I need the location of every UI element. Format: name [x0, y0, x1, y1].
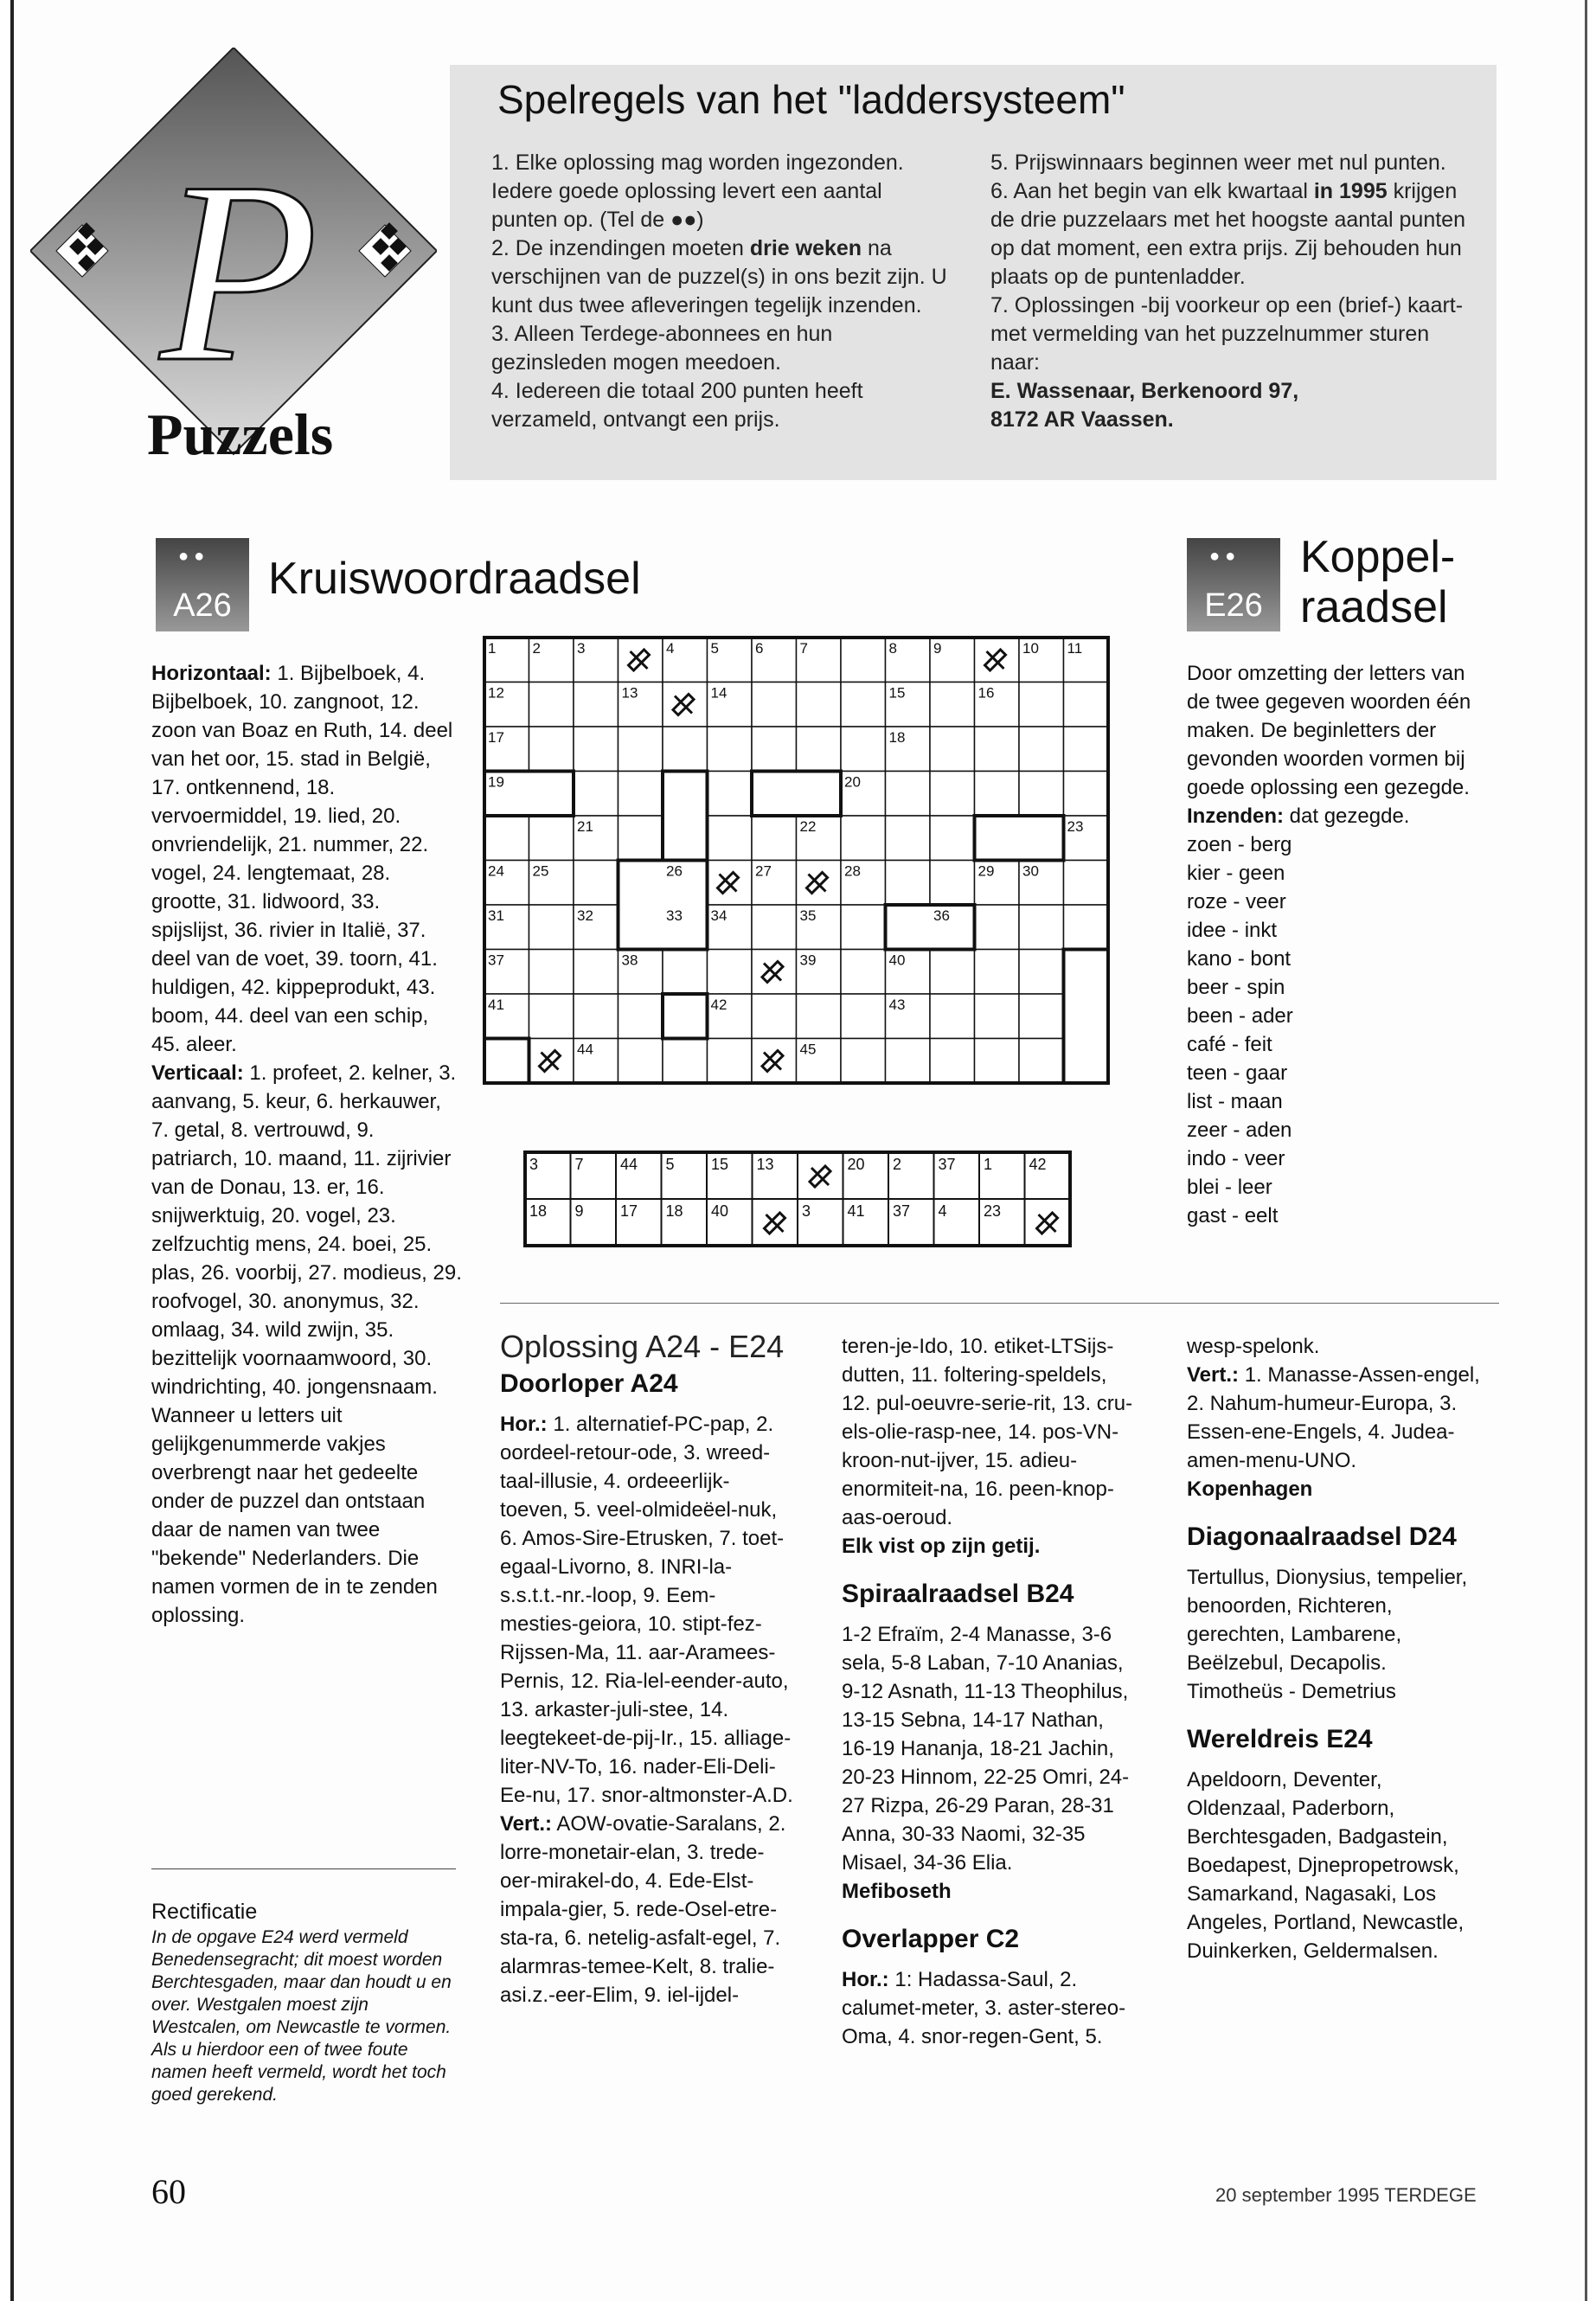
answer-number: 42 — [1029, 1156, 1047, 1173]
grid-cell[interactable] — [619, 816, 663, 861]
oplossing-col2 — [842, 1332, 1136, 2051]
grid-block — [886, 905, 975, 950]
grid-cell[interactable] — [484, 816, 529, 861]
grid-cell[interactable] — [1019, 772, 1064, 817]
grid-cell[interactable] — [1064, 772, 1109, 817]
koppel-title-line2: raadsel — [1300, 582, 1448, 632]
clue-number: 36 — [933, 907, 950, 924]
badge-e26 — [1187, 538, 1280, 631]
clue-number: 29 — [977, 862, 995, 880]
rectificatie-divider — [151, 1868, 456, 1869]
grid-cell[interactable] — [797, 994, 842, 1039]
badge-a26 — [156, 538, 249, 631]
grid-cell[interactable] — [619, 1039, 663, 1084]
clue-number: 11 — [1067, 640, 1083, 657]
grid-cell[interactable] — [930, 1039, 975, 1084]
koppel-body — [1187, 659, 1481, 1230]
clue-number: 10 — [1022, 640, 1039, 657]
grid-block — [619, 861, 708, 950]
answer-number: 9 — [574, 1202, 584, 1220]
grid-cell[interactable] — [975, 727, 1020, 772]
grid-cell[interactable] — [930, 994, 975, 1039]
grid-cell[interactable] — [529, 905, 574, 950]
grid-cell[interactable] — [1019, 727, 1064, 772]
grid-cell[interactable] — [708, 772, 753, 817]
clue-number: 44 — [577, 1041, 593, 1058]
puzzels-logo — [30, 48, 437, 489]
diagonaal-title: Diagonaalraadsel D24 — [1187, 1522, 1457, 1551]
koppel-title-line1: Koppel- — [1300, 532, 1456, 582]
difficulty-dots: ●● — [178, 547, 210, 566]
clue-number: 8 — [888, 640, 897, 657]
grid-cell[interactable] — [1019, 1039, 1064, 1084]
grid-block — [663, 772, 708, 861]
rules-left: 1. Elke oplossing mag worden ingezonden. Iedere goede oplossing levert een aantal punten op. (Tel de ●●) 2. De inzendingen moeten drie weken na verschijnen van de puzzel(s) in ons bezit zijn. U kunt dus twee afleveringen tegelijk inzenden. 3. Alleen Terdege-abonnees en hun gezinsleden mogen meedoen. 4. Iedereen die totaal 200 punten heeft verzameld, ontvangt een prijs. — [491, 151, 947, 432]
clue-number: 35 — [799, 907, 817, 924]
issue-info: 20 september 1995 TERDEGE — [1215, 2184, 1477, 2206]
grid-cell[interactable] — [1064, 861, 1109, 906]
clue-number: 43 — [888, 997, 906, 1013]
answer-number: 5 — [665, 1156, 675, 1173]
grid-cell[interactable] — [1019, 950, 1064, 995]
logo-word: Puzzels — [147, 401, 334, 467]
grid-cell[interactable] — [663, 1039, 708, 1084]
grid-cell[interactable] — [619, 727, 663, 772]
grid-cell[interactable] — [1064, 727, 1109, 772]
clue-number: 18 — [888, 729, 906, 746]
clue-number: 33 — [666, 907, 683, 924]
grid-cell[interactable] — [1064, 683, 1109, 727]
grid-cell[interactable] — [574, 772, 619, 817]
grid-cell[interactable] — [752, 905, 797, 950]
koppel-pair: list - maan — [1187, 1090, 1283, 1113]
koppel-pair: kano - bont — [1187, 947, 1292, 971]
grid-cell[interactable] — [797, 683, 842, 727]
grid-cell[interactable] — [930, 950, 975, 995]
clue-number: 5 — [710, 640, 719, 657]
grid-cell[interactable] — [975, 950, 1020, 995]
grid-cell[interactable] — [841, 638, 886, 683]
koppel-pair: teen - gaar — [1187, 1061, 1288, 1085]
clue-number: 22 — [799, 818, 817, 835]
clue-number: 21 — [577, 818, 593, 835]
oplossing-col1 — [500, 1329, 794, 2009]
koppel-pair: idee - inkt — [1187, 919, 1278, 942]
answer-number: 37 — [893, 1202, 911, 1220]
answer-number: 17 — [620, 1202, 638, 1220]
rules-right: 5. Prijswinnaars beginnen weer met nul punten. 6. Aan het begin van elk kwartaal in 1995 krijgen de drie puzzelaars met het hoogste aantal punten op dat moment, een extra prijs. Zij behouden hun plaats op de puntenladder. 7. Oplossingen -bij voorkeur op een (brief-) kaart- met vermelding van het puzzelnummer sturen naar: E. Wassenaar, Berkenoord 97, 8172 AR Vaassen. — [990, 151, 1465, 432]
koppel-pair: blei - leer — [1187, 1176, 1272, 1199]
answer-number: 23 — [984, 1202, 1002, 1220]
grid-cell[interactable] — [529, 683, 574, 727]
oplossing-title: Oplossing A24 - E24 — [500, 1329, 785, 1364]
clue-number: 30 — [1022, 862, 1039, 880]
clue-number: 37 — [488, 952, 504, 969]
grid-cell[interactable] — [1064, 905, 1109, 950]
grid-cell[interactable] — [797, 727, 842, 772]
grid-cell[interactable] — [975, 772, 1020, 817]
grid-cell[interactable] — [574, 994, 619, 1039]
koppel-intro: Door omzetting der letters van de twee gegeven woorden één maken. De beginletters der gevonden woorden vormen bij goede oplossing een gezegde. Inzenden: dat gezegde. — [1187, 662, 1471, 828]
answer-number: 40 — [711, 1202, 729, 1220]
grid-cell[interactable] — [574, 683, 619, 727]
koppel-pair: zeer - aden — [1187, 1118, 1292, 1142]
grid-block — [663, 994, 708, 1039]
clue-number: 14 — [710, 684, 727, 702]
grid-cell[interactable] — [975, 1039, 1020, 1084]
clue-number: 4 — [666, 640, 675, 657]
grid-cell[interactable] — [574, 950, 619, 995]
section-divider — [500, 1303, 1499, 1304]
answer-number: 37 — [938, 1156, 956, 1173]
clue-number: 25 — [532, 862, 549, 880]
grid-block — [1064, 950, 1109, 1084]
answer-number: 4 — [938, 1202, 947, 1220]
clue-number: 27 — [755, 862, 772, 880]
koppel-pair: roze - veer — [1187, 890, 1286, 913]
grid-cell[interactable] — [930, 816, 975, 861]
grid-cell[interactable] — [930, 727, 975, 772]
grid-cell[interactable] — [708, 950, 753, 995]
grid-cell[interactable] — [529, 727, 574, 772]
clue-number: 45 — [799, 1041, 817, 1058]
answer-number: 41 — [847, 1202, 865, 1220]
clue-number: 20 — [844, 773, 861, 791]
doorloper-continued: teren-je-Ido, 10. etiket-LTSijs-dutten, 11. foltering-speldels, 12. pul-oeuvre-serie-rit, 13. cru-els-olie-rasp-nee, 14. pos-VN-kroon-nut-ijver, 15. adieu-enormiteit-na, 16. peen-knop-aas-oeroud. Elk vist op zijn getij. — [842, 1335, 1133, 1558]
rules-title: Spelregels van het "laddersysteem" — [497, 77, 1125, 122]
answer-number: 18 — [529, 1202, 548, 1220]
grid-cell[interactable] — [930, 861, 975, 906]
koppel-pair: gast - eelt — [1187, 1204, 1279, 1227]
doorloper-text: Hor.: 1. alternatief-PC-pap, 2. oordeel-retour-ode, 3. wreed-taal-illusie, 4. ordeeerlijk-toeven, 5. veel-olmideëel-nuk, 6. Amos-Sire-Etrusken, 7. toet-egaal-Livorno, 8. INRI-la-s.s.t.t.-nr.-loop, 9. Eem-mesties-geiora, 10. stipt-fez-Rijssen-Ma, 11. aar-Aramees-Pernis, 12. Ria-lel-eender-auto, 13. arkaster-juli-stee, 14. leegtekeet-de-pij-Ir., 15. alliage-liter-NV-To, 16. nader-Eli-Deli-Ee-nu, 17. snor-altmonster-A.D. Vert.: AOW-ovatie-Saralans, 2. lorre-monetair-elan, 3. trede-oer-mirakel-do, 4. Ede-Elst-impala-gier, 5. rede-Osel-etre-sta-ra, 6. netelig-asfalt-egel, 7. alarmras-temee-Kelt, 8. tralie-asi.z.-eer-Elim, 9. iel-ijdel- — [500, 1413, 793, 2007]
grid-cell[interactable] — [529, 816, 574, 861]
grid-cell[interactable] — [930, 772, 975, 817]
clue-number: 16 — [977, 684, 995, 702]
clue-number: 39 — [799, 952, 817, 969]
clue-number: 19 — [488, 773, 504, 791]
clue-number: 15 — [888, 684, 906, 702]
grid-cell[interactable] — [529, 994, 574, 1039]
diagonaal-text: Tertullus, Dionysius, tempelier, benoorden, Richteren, gerechten, Lambarene, Beëlzebul, Decapolis. Timotheüs - Demetrius — [1187, 1566, 1468, 1703]
doorloper-title: Doorloper A24 — [500, 1369, 678, 1398]
clue-number: 38 — [621, 952, 638, 969]
grid-cell[interactable] — [930, 683, 975, 727]
spiraal-text: 1-2 Efraïm, 2-4 Manasse, 3-6 sela, 5-8 Laban, 7-10 Ananias, 9-12 Asnath, 11-13 Theophilus, 13-15 Sebna, 14-17 Nathan, 16-19 Hananja, 18-21 Jachin, 20-23 Hinnom, 22-25 Omri, 24-27 Rizpa, 26-29 Paran, 28-31 Anna, 30-33 Naomi, 32-35 Misael, 34-36 Elia. Mefiboseth — [842, 1623, 1130, 1903]
puzzle-code: A26 — [173, 587, 232, 624]
grid-cell[interactable] — [708, 816, 753, 861]
answer-number: 7 — [574, 1156, 584, 1173]
overlapper-text: Hor.: 1: Hadassa-Saul, 2. calumet-meter, 3. aster-stereo-Oma, 4. snor-regen-Gent, 5. — [842, 1968, 1126, 2048]
clue-number: 3 — [577, 640, 586, 657]
grid-cell[interactable] — [841, 1039, 886, 1084]
answer-number: 13 — [756, 1156, 774, 1173]
page-number: 60 — [151, 2172, 186, 2211]
spiraal-title: Spiraalraadsel B24 — [842, 1580, 1074, 1608]
koppel-title — [1300, 532, 1455, 632]
wereldreis-text: Apeldoorn, Deventer, Oldenzaal, Paderborn, Berchtesgaden, Badgastein, Boedapest, Djnepropetrowsk, Samarkand, Nagasaki, Los Angeles, Portland, Newcastle, Duinkerken, Geldermalsen. — [1187, 1768, 1465, 1963]
grid-cell[interactable] — [1019, 994, 1064, 1039]
answer-number: 20 — [847, 1156, 865, 1173]
grid-cell[interactable] — [752, 727, 797, 772]
grid-cell[interactable] — [752, 816, 797, 861]
overlapper-continued: wesp-spelonk. Vert.: 1. Manasse-Assen-engel, 2. Nahum-humeur-Europa, 3. Essen-ene-Engels, 4. Judea-amen-menu-UNO. Kopenhagen — [1187, 1335, 1480, 1501]
grid-cell[interactable] — [708, 1039, 753, 1084]
answer-number: 3 — [802, 1202, 811, 1220]
clue-number: 41 — [488, 997, 504, 1013]
answer-number: 44 — [620, 1156, 638, 1173]
rectificatie — [151, 1900, 456, 2106]
grid-cell[interactable] — [663, 950, 708, 995]
clue-number: 9 — [933, 640, 942, 657]
grid-block — [975, 816, 1064, 861]
clue-number: 7 — [799, 640, 808, 657]
kruiswoord-clues: Horizontaal: 1. Bijbelboek, 4. Bijbelboek, 10. zangnoot, 12. zoon van Boaz en Ruth, 14. deel van het oor, 15. stad in België, 17. ontkennend, 18. vervoermiddel, 19. lied, 20. onvriendelijk, 21. nummer, 22. vogel, 24. lengtemaat, 28. grootte, 31. lidwoord, 33. spijslijst, 36. rivier in Italië, 37. deel van de voet, 39. toorn, 41. huldigen, 42. kippeprodukt, 43. boom, 44. deel van een schip, 45. aleer. Verticaal: 1. profeet, 2. kelner, 3. aanvang, 5. keur, 6. herkauwer, 7. getal, 8. vertrouwd, 9. patriarch, 10. maand, 11. zijrivier van de Donau, 13. er, 16. snijwerktuig, 20. vogel, 23. zelfzuchtig mens, 24. boei, 25. plas, 26. voorbij, 27. modieus, 29. roofvogel, 30. anonymus, 32. omlaag, 34. wild zwijn, 35. bezittelijk voornaamwoord, 30. windrichting, 40. jongensnaam. Wanneer u letters uit gelijkgenummerde vakjes overbrengt naar het gedeelte onder de puzzel dan ontstaan daar de namen van twee "bekende" Nederlanders. Die namen vormen de in te zenden oplossing. — [151, 662, 462, 1627]
grid-cell[interactable] — [841, 816, 886, 861]
overlapper-title: Overlapper C2 — [842, 1925, 1020, 1953]
answer-number: 15 — [711, 1156, 729, 1173]
koppel-pair: zoen - berg — [1187, 833, 1292, 856]
grid-block — [484, 1039, 529, 1084]
answer-grid[interactable] — [523, 1150, 1086, 1254]
grid-cell[interactable] — [619, 994, 663, 1039]
oplossing-col3 — [1187, 1332, 1485, 1965]
grid-cell[interactable] — [752, 683, 797, 727]
clue-number: 40 — [888, 952, 906, 969]
grid-cell[interactable] — [574, 861, 619, 906]
koppel-pair: been - ader — [1187, 1004, 1293, 1028]
grid-cell[interactable] — [975, 905, 1020, 950]
grid-cell[interactable] — [841, 905, 886, 950]
clue-number: 13 — [621, 684, 638, 702]
koppel-pair: beer - spin — [1187, 976, 1285, 999]
clue-number: 34 — [710, 907, 727, 924]
grid-cell[interactable] — [1019, 683, 1064, 727]
grid-cell[interactable] — [841, 950, 886, 995]
grid-cell[interactable] — [975, 994, 1020, 1039]
rectificatie-text: In de opgave E24 werd vermeld Benedensegracht; dit moest worden Berchtesgaden, maar dan houdt u en over. Westgalen moest zijn Westcalen, om Newcastle te vormen. Als u hierdoor een of twee foute namen heeft vermeld, wordt het toch goed gerekend. — [151, 1927, 452, 2105]
grid-cell[interactable] — [708, 727, 753, 772]
koppel-pair: kier - geen — [1187, 862, 1285, 885]
grid-cell[interactable] — [663, 727, 708, 772]
grid-cell[interactable] — [886, 1039, 931, 1084]
clue-number: 2 — [532, 640, 541, 657]
grid-cell[interactable] — [574, 727, 619, 772]
clue-number: 26 — [666, 862, 683, 880]
clue-number: 17 — [488, 729, 504, 746]
clue-number: 42 — [710, 997, 727, 1013]
grid-block — [752, 772, 841, 817]
clue-number: 28 — [844, 862, 861, 880]
clue-number: 12 — [488, 684, 504, 702]
grid-cell[interactable] — [529, 950, 574, 995]
grid-cell[interactable] — [841, 727, 886, 772]
koppel-pair: café - feit — [1187, 1033, 1272, 1056]
answer-number: 1 — [984, 1156, 993, 1173]
rectificatie-title: Rectificatie — [151, 1900, 258, 1924]
puzzle-code: E26 — [1204, 587, 1263, 624]
grid-cell[interactable] — [886, 861, 931, 906]
grid-cell[interactable] — [886, 816, 931, 861]
koppel-pair: indo - veer — [1187, 1147, 1285, 1170]
difficulty-dots: ●● — [1209, 547, 1241, 566]
clue-number: 31 — [488, 907, 504, 924]
koppel-pairs — [1187, 830, 1481, 1230]
crossword-grid[interactable] — [483, 636, 1131, 1116]
grid-cell[interactable] — [752, 994, 797, 1039]
grid-cell[interactable] — [886, 772, 931, 817]
clue-number: 1 — [488, 640, 497, 657]
logo-letter: P — [160, 128, 319, 415]
clue-number: 32 — [577, 907, 593, 924]
clue-number: 6 — [755, 640, 764, 657]
answer-number: 2 — [893, 1156, 902, 1173]
grid-cell[interactable] — [841, 683, 886, 727]
grid-cell[interactable] — [841, 994, 886, 1039]
grid-cell[interactable] — [1019, 905, 1064, 950]
clue-number: 24 — [488, 862, 504, 880]
grid-cell[interactable] — [619, 772, 663, 817]
clue-number: 23 — [1067, 818, 1084, 835]
kruiswoord-title: Kruiswoordraadsel — [268, 554, 641, 604]
answer-number: 3 — [529, 1156, 539, 1173]
answer-number: 18 — [665, 1202, 683, 1220]
wereldreis-title: Wereldreis E24 — [1187, 1725, 1373, 1753]
